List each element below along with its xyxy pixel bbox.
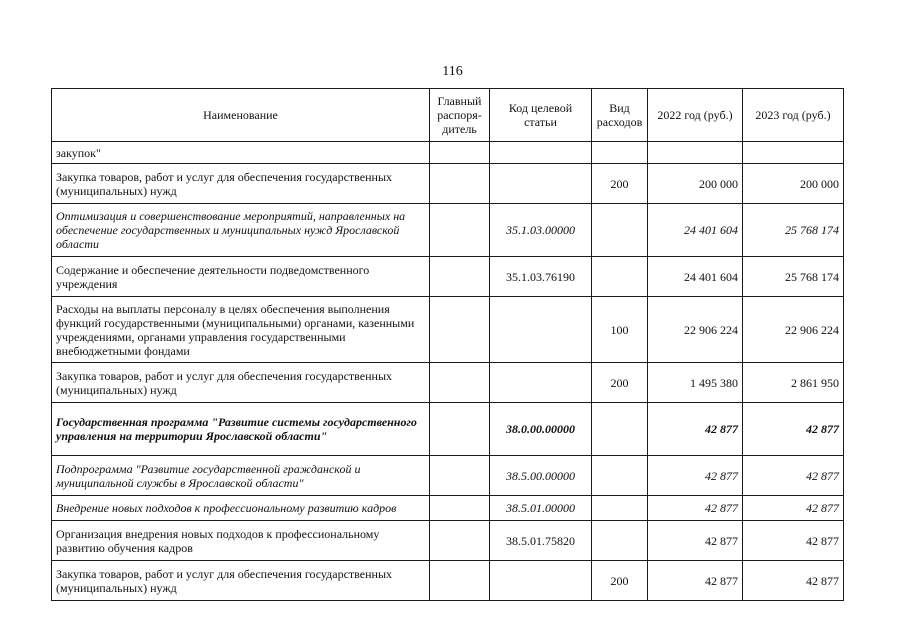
row-distributor <box>430 403 490 456</box>
row-name: Закупка товаров, работ и услуг для обеспечения государственных (муниципальных) нужд <box>52 561 430 601</box>
row-name: Расходы на выплаты персоналу в целях обеспечения выполнения функций государственными (муниципальными) органами, казенными учреждениями, органами управления государственными внебюджетными фондами <box>52 297 430 363</box>
table-row <box>52 142 844 164</box>
row-vid <box>592 521 648 561</box>
row-code <box>490 363 592 403</box>
row-vid <box>592 257 648 297</box>
row-code: 35.1.03.76190 <box>490 257 592 297</box>
row-code: 38.5.01.00000 <box>490 496 592 521</box>
header-2023: 2023 год (руб.) <box>743 89 844 142</box>
row-distributor <box>430 142 490 164</box>
header-vid: Вид расходов <box>592 89 648 142</box>
row-2023: 42 877 <box>743 496 844 521</box>
row-name: Оптимизация и совершенствование мероприятий, направленных на обеспечение государственных и муниципальных нужд Ярославской области <box>52 204 430 257</box>
row-name: Закупка товаров, работ и услуг для обеспечения государственных (муниципальных) нужд <box>52 363 430 403</box>
page-number: 116 <box>442 64 463 79</box>
row-distributor <box>430 297 490 363</box>
row-distributor <box>430 521 490 561</box>
row-vid: 200 <box>592 561 648 601</box>
row-2023: 25 768 174 <box>743 257 844 297</box>
budget-table <box>51 88 844 601</box>
table-row <box>52 496 844 521</box>
header-name: Наименование <box>52 89 430 142</box>
table-row <box>52 297 844 363</box>
row-name: Подпрограмма "Развитие государственной гражданской и муниципальной службы в Ярославской области" <box>52 456 430 496</box>
row-distributor <box>430 363 490 403</box>
table-row <box>52 403 844 456</box>
row-vid <box>592 204 648 257</box>
row-vid: 100 <box>592 297 648 363</box>
row-2022: 42 877 <box>648 403 743 456</box>
row-name: закупок" <box>52 142 430 164</box>
row-2023: 2 861 950 <box>743 363 844 403</box>
row-2022: 1 495 380 <box>648 363 743 403</box>
row-2022: 22 906 224 <box>648 297 743 363</box>
row-vid <box>592 496 648 521</box>
row-2022: 42 877 <box>648 496 743 521</box>
row-2023: 22 906 224 <box>743 297 844 363</box>
table-row <box>52 456 844 496</box>
row-2023: 42 877 <box>743 403 844 456</box>
header-2022: 2022 год (руб.) <box>648 89 743 142</box>
row-code <box>490 561 592 601</box>
row-2022: 24 401 604 <box>648 257 743 297</box>
table-row <box>52 521 844 561</box>
row-vid <box>592 403 648 456</box>
row-vid <box>592 142 648 164</box>
row-code <box>490 164 592 204</box>
table-row <box>52 561 844 601</box>
row-code <box>490 297 592 363</box>
row-vid: 200 <box>592 164 648 204</box>
row-2022: 42 877 <box>648 561 743 601</box>
row-name: Государственная программа "Развитие системы государственного управления на территории Ярославской области" <box>52 403 430 456</box>
row-code: 38.5.00.00000 <box>490 456 592 496</box>
row-code: 35.1.03.00000 <box>490 204 592 257</box>
row-2023: 200 000 <box>743 164 844 204</box>
header-row <box>52 89 844 142</box>
row-2022: 200 000 <box>648 164 743 204</box>
row-distributor <box>430 164 490 204</box>
table-row <box>52 363 844 403</box>
row-code <box>490 142 592 164</box>
row-2023: 42 877 <box>743 521 844 561</box>
row-vid: 200 <box>592 363 648 403</box>
header-distributor: Главный распоря-дитель <box>430 89 490 142</box>
row-distributor <box>430 496 490 521</box>
row-name: Закупка товаров, работ и услуг для обеспечения государственных (муниципальных) нужд <box>52 164 430 204</box>
table-row <box>52 257 844 297</box>
row-2022 <box>648 142 743 164</box>
row-name: Содержание и обеспечение деятельности подведомственного учреждения <box>52 257 430 297</box>
row-2023: 25 768 174 <box>743 204 844 257</box>
row-2022: 42 877 <box>648 521 743 561</box>
row-distributor <box>430 257 490 297</box>
row-name: Внедрение новых подходов к профессиональному развитию кадров <box>52 496 430 521</box>
row-2023: 42 877 <box>743 456 844 496</box>
row-code: 38.0.00.00000 <box>490 403 592 456</box>
row-distributor <box>430 561 490 601</box>
row-2022: 42 877 <box>648 456 743 496</box>
row-vid <box>592 456 648 496</box>
table-row <box>52 204 844 257</box>
row-code: 38.5.01.75820 <box>490 521 592 561</box>
row-distributor <box>430 456 490 496</box>
table-row <box>52 164 844 204</box>
row-2023: 42 877 <box>743 561 844 601</box>
row-2022: 24 401 604 <box>648 204 743 257</box>
row-2023 <box>743 142 844 164</box>
row-distributor <box>430 204 490 257</box>
row-name: Организация внедрения новых подходов к профессиональному развитию обучения кадров <box>52 521 430 561</box>
header-code: Код целевой статьи <box>490 89 592 142</box>
